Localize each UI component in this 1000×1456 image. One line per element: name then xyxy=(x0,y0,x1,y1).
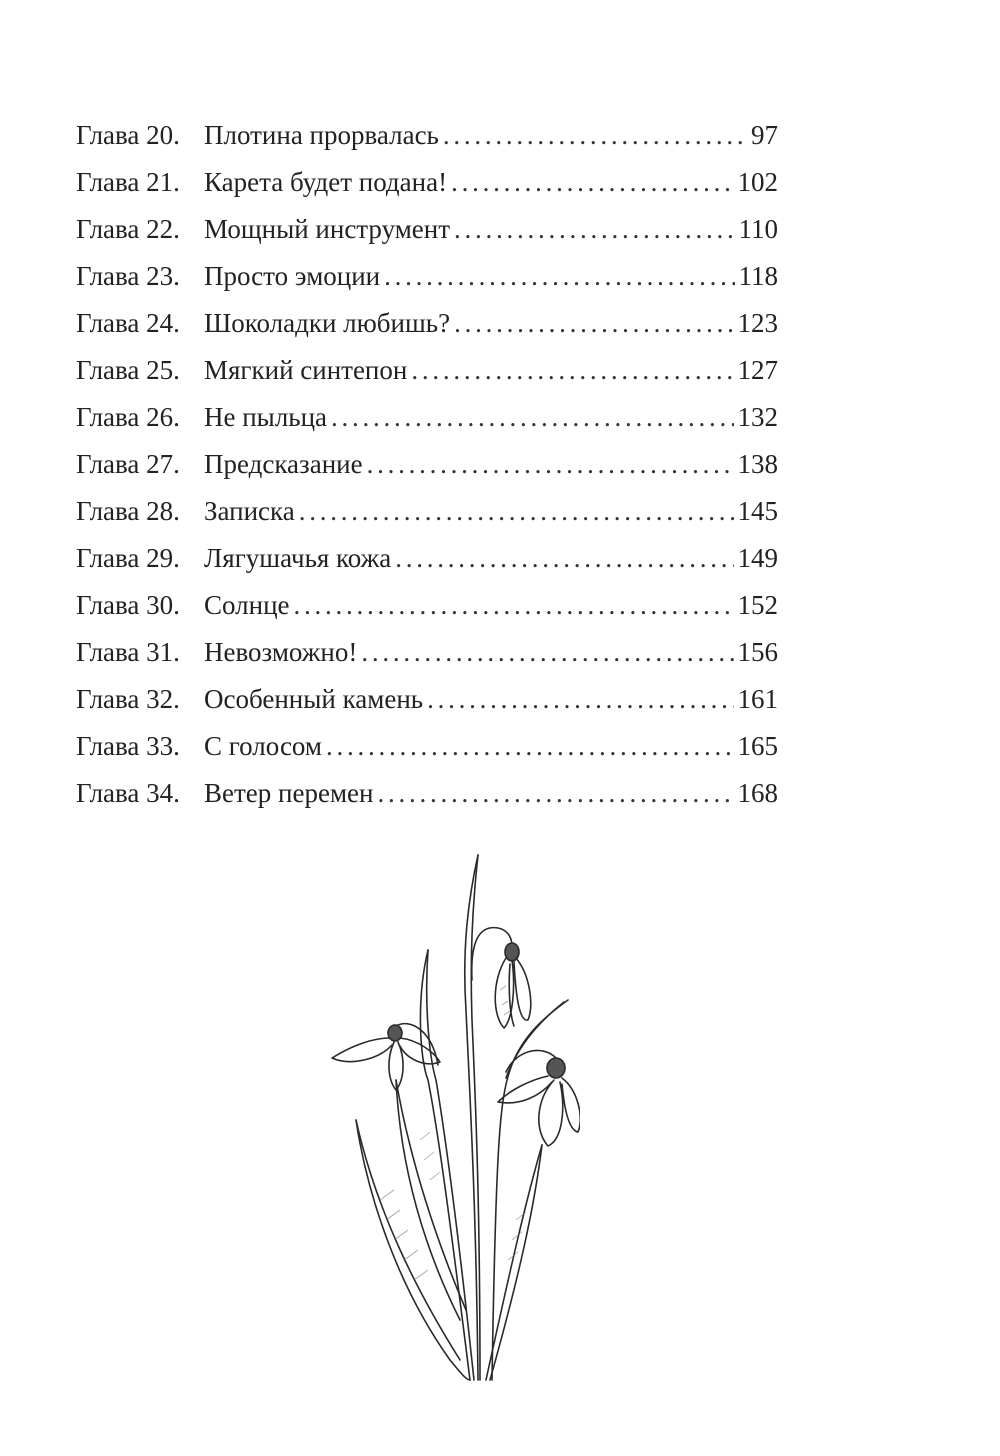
snowdrops-illustration xyxy=(320,840,580,1390)
dot-leader xyxy=(377,770,733,817)
toc-entry[interactable] xyxy=(76,676,778,723)
page-number: 168 xyxy=(737,778,778,808)
page-number: 97 xyxy=(751,120,778,150)
page-number: 123 xyxy=(737,308,778,338)
chapter-title: Мощный инструмент xyxy=(204,214,451,244)
chapter-number: Глава 33. xyxy=(76,731,180,761)
chapter-number: Глава 21. xyxy=(76,167,180,197)
chapter-title: Просто эмоции xyxy=(204,261,381,291)
toc-entry[interactable] xyxy=(76,629,778,676)
toc-entry[interactable] xyxy=(76,441,778,488)
table-of-contents xyxy=(76,112,778,817)
dot-leader xyxy=(331,394,733,441)
toc-entry[interactable] xyxy=(76,206,778,253)
chapter-title: Не пыльца xyxy=(204,402,328,432)
dot-leader xyxy=(411,347,733,394)
page-number: 152 xyxy=(737,590,778,620)
toc-entry[interactable] xyxy=(76,347,778,394)
page-number: 145 xyxy=(737,496,778,526)
dot-leader xyxy=(454,206,734,253)
dot-leader xyxy=(326,723,733,770)
chapter-title: Ветер перемен xyxy=(204,778,374,808)
dot-leader xyxy=(299,488,734,535)
page-number: 138 xyxy=(737,449,778,479)
dot-leader xyxy=(384,253,734,300)
chapter-number: Глава 27. xyxy=(76,449,180,479)
dot-leader xyxy=(395,535,733,582)
page-number: 132 xyxy=(737,402,778,432)
chapter-number: Глава 31. xyxy=(76,637,180,667)
chapter-title: Лягушачья кожа xyxy=(204,543,392,573)
chapter-title: Плотина прорвалась xyxy=(204,120,439,150)
chapter-number: Глава 28. xyxy=(76,496,180,526)
page-number: 118 xyxy=(738,261,778,291)
dot-leader xyxy=(294,582,734,629)
toc-entry[interactable] xyxy=(76,253,778,300)
toc-entry[interactable] xyxy=(76,159,778,206)
chapter-title: Невозможно! xyxy=(204,637,358,667)
toc-entry[interactable] xyxy=(76,488,778,535)
chapter-title: С голосом xyxy=(204,731,323,761)
chapter-number: Глава 22. xyxy=(76,214,180,244)
toc-entry[interactable] xyxy=(76,535,778,582)
page-number: 149 xyxy=(737,543,778,573)
toc-entry[interactable] xyxy=(76,770,778,817)
chapter-number: Глава 32. xyxy=(76,684,180,714)
dot-leader xyxy=(443,112,747,159)
chapter-number: Глава 30. xyxy=(76,590,180,620)
toc-entry[interactable] xyxy=(76,112,778,159)
chapter-number: Глава 20. xyxy=(76,120,180,150)
dot-leader xyxy=(454,300,733,347)
dot-leader xyxy=(361,629,733,676)
snowdrop-flower-icon xyxy=(320,840,580,1390)
page-number: 127 xyxy=(737,355,778,385)
page-number: 165 xyxy=(737,731,778,761)
chapter-number: Глава 29. xyxy=(76,543,180,573)
page-number: 156 xyxy=(737,637,778,667)
chapter-number: Глава 25. xyxy=(76,355,180,385)
chapter-title: Особенный камень xyxy=(204,684,424,714)
chapter-number: Глава 24. xyxy=(76,308,180,338)
chapter-title: Шоколадки любишь? xyxy=(204,308,451,338)
chapter-title: Предсказание xyxy=(204,449,363,479)
toc-entry[interactable] xyxy=(76,582,778,629)
dot-leader xyxy=(427,676,733,723)
chapter-title: Солнце xyxy=(204,590,290,620)
toc-entry[interactable] xyxy=(76,394,778,441)
dot-leader xyxy=(451,159,733,206)
page-number: 110 xyxy=(738,214,778,244)
toc-entry[interactable] xyxy=(76,723,778,770)
page-number: 161 xyxy=(737,684,778,714)
chapter-number: Глава 23. xyxy=(76,261,180,291)
chapter-title: Записка xyxy=(204,496,295,526)
chapter-number: Глава 26. xyxy=(76,402,180,432)
chapter-title: Карета будет подана! xyxy=(204,167,448,197)
toc-entry[interactable] xyxy=(76,300,778,347)
page-number: 102 xyxy=(737,167,778,197)
chapter-title: Мягкий синтепон xyxy=(204,355,408,385)
chapter-number: Глава 34. xyxy=(76,778,180,808)
dot-leader xyxy=(367,441,734,488)
